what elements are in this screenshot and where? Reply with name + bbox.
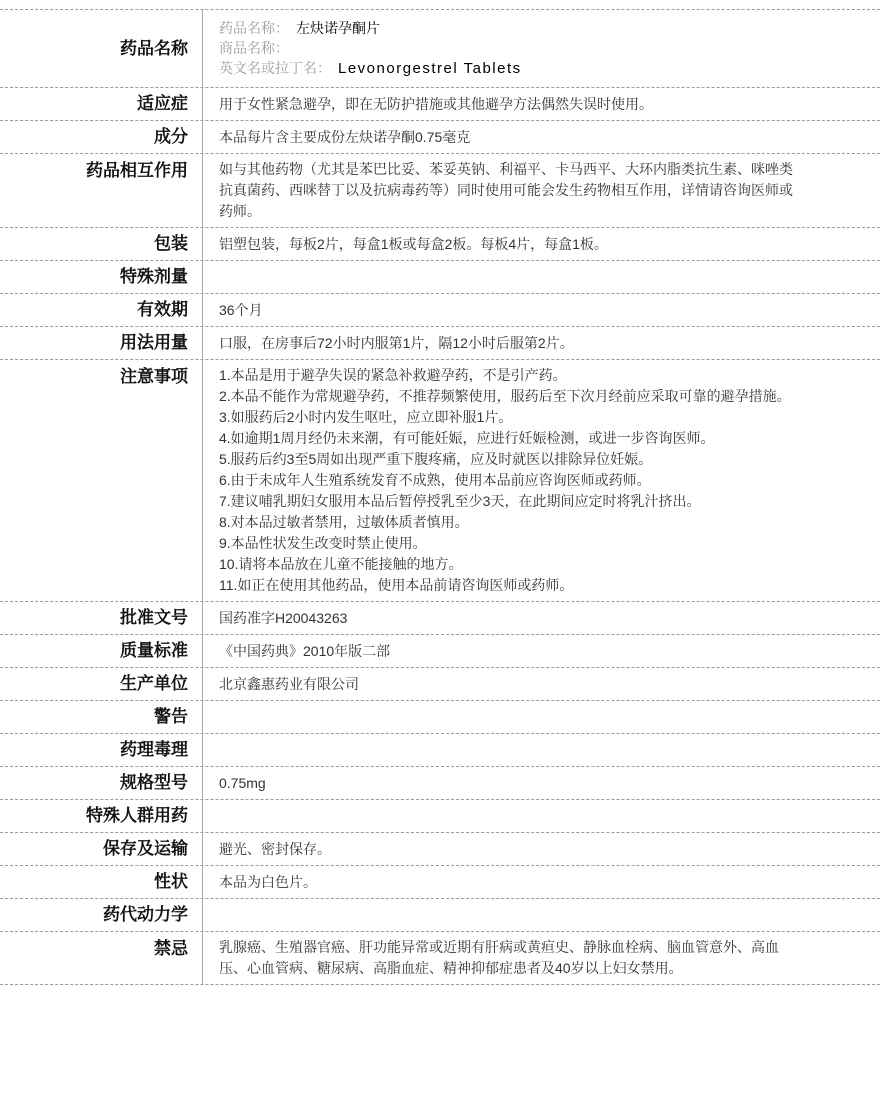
content-text: 国药准字H20043263 xyxy=(219,609,348,626)
content-text: 本品每片含主要成份左炔诺孕酮0.75毫克 xyxy=(219,128,471,145)
field-line xyxy=(219,38,805,58)
table-row xyxy=(0,121,880,154)
row-label: 特殊剂量 xyxy=(120,267,188,286)
row-content xyxy=(203,121,880,153)
row-content xyxy=(203,734,880,766)
field-line xyxy=(219,58,805,79)
table-row xyxy=(0,327,880,360)
row-label: 用法用量 xyxy=(120,333,188,352)
row-label: 批准文号 xyxy=(120,608,188,627)
content-text: 乳腺癌、生殖器官癌、肝功能异常或近期有肝病或黄疸史、静脉血栓病、脑血管意外、高血压、心血管病、糖尿病、高脂血症、精神抑郁症患者及40岁以上妇女禁用。 xyxy=(219,939,779,976)
precaution-item: 4.如逾期1周月经仍未来潮，有可能妊娠，应进行妊娠检测，或进一步咨询医师。 xyxy=(219,430,715,446)
row-content xyxy=(203,360,880,601)
row-content xyxy=(203,668,880,700)
table-row xyxy=(0,734,880,767)
precaution-item: 1.本品是用于避孕失误的紧急补救避孕药，不是引产药。 xyxy=(219,367,567,383)
row-content xyxy=(203,602,880,634)
table-row xyxy=(0,833,880,866)
row-label: 规格型号 xyxy=(120,773,188,792)
table-row xyxy=(0,899,880,932)
content-text: 口服，在房事后72小时内服第1片，隔12小时后服第2片。 xyxy=(219,334,574,351)
row-content xyxy=(203,833,880,865)
table-row xyxy=(0,635,880,668)
table-row xyxy=(0,932,880,985)
row-content xyxy=(203,154,880,227)
precaution-item: 5.服药后约3至5周如出现严重下腹疼痛，应及时就医以排除异位妊娠。 xyxy=(219,451,653,467)
row-content xyxy=(203,932,880,984)
table-row xyxy=(0,10,880,88)
content-text: 本品为白色片。 xyxy=(219,873,317,890)
row-content xyxy=(203,635,880,667)
row-label: 包装 xyxy=(154,234,188,253)
field-sub-label: 英文名或拉丁名： xyxy=(219,60,331,76)
row-content xyxy=(203,228,880,260)
row-label: 药理毒理 xyxy=(120,740,188,759)
content-text: 铝塑包装，每板2片，每盒1板或每盒2板。每板4片，每盒1板。 xyxy=(219,235,608,252)
row-label: 注意事项 xyxy=(120,367,188,386)
field-sub-label: 药品名称： xyxy=(219,20,289,36)
table-row xyxy=(0,866,880,899)
row-label: 禁忌 xyxy=(154,939,188,958)
row-content xyxy=(203,261,880,293)
content-text: 0.75mg xyxy=(219,774,266,791)
precaution-item: 9.本品性状发生改变时禁止使用。 xyxy=(219,535,427,551)
row-label: 质量标准 xyxy=(120,641,188,660)
table-row xyxy=(0,88,880,121)
precaution-item: 7.建议哺乳期妇女服用本品后暂停授乳至少3天，在此期间应定时将乳汁挤出。 xyxy=(219,493,701,509)
row-label: 药品相互作用 xyxy=(86,161,188,180)
table-row xyxy=(0,360,880,602)
precaution-item: 11.如正在使用其他药品，使用本品前请咨询医师或药师。 xyxy=(219,577,574,593)
row-content xyxy=(203,10,880,87)
field-value: 左炔诺孕酮片 xyxy=(296,20,380,36)
row-label: 适应症 xyxy=(137,94,188,113)
content-text: 北京鑫惠药业有限公司 xyxy=(219,675,359,692)
precaution-item: 2.本品不能作为常规避孕药，不推荐频繁使用，服药后至下次月经前应采取可靠的避孕措施。 xyxy=(219,388,791,404)
table-row xyxy=(0,800,880,833)
row-label: 特殊人群用药 xyxy=(86,806,188,825)
table-row xyxy=(0,261,880,294)
precaution-item: 8.对本品过敏者禁用，过敏体质者慎用。 xyxy=(219,514,469,530)
row-label: 性状 xyxy=(154,872,188,891)
content-text: 用于女性紧急避孕，即在无防护措施或其他避孕方法偶然失误时使用。 xyxy=(219,95,653,112)
row-label: 保存及运输 xyxy=(103,839,188,858)
field-value: Levonorgestrel Tablets xyxy=(338,60,522,77)
row-content xyxy=(203,866,880,898)
precaution-item: 10.请将本品放在儿童不能接触的地方。 xyxy=(219,556,463,572)
row-content xyxy=(203,767,880,799)
table-row xyxy=(0,767,880,800)
table-row xyxy=(0,228,880,261)
table-row xyxy=(0,602,880,635)
row-label: 警告 xyxy=(154,707,188,726)
row-content xyxy=(203,899,880,931)
table-row xyxy=(0,701,880,734)
precaution-item: 6.由于未成年人生殖系统发育不成熟，使用本品前应咨询医师或药师。 xyxy=(219,472,651,488)
table-row xyxy=(0,668,880,701)
row-label: 成分 xyxy=(154,127,188,146)
row-content xyxy=(203,701,880,733)
row-label: 生产单位 xyxy=(120,674,188,693)
field-line xyxy=(219,18,805,38)
content-text: 36个月 xyxy=(219,301,263,318)
row-label: 药品名称 xyxy=(120,38,188,58)
table-row xyxy=(0,154,880,228)
content-text: 如与其他药物（尤其是苯巴比妥、苯妥英钠、利福平、卡马西平、大环内脂类抗生素、咪唑类抗真菌药、西咪替丁以及抗病毒药等）同时使用可能会发生药物相互作用，详情请咨询医师或药师。 xyxy=(219,161,793,219)
precaution-item: 3.如服药后2小时内发生呕吐，应立即补服1片。 xyxy=(219,409,513,425)
content-text: 《中国药典》2010年版二部 xyxy=(219,642,391,659)
content-text: 避光、密封保存。 xyxy=(219,840,331,857)
row-content xyxy=(203,88,880,120)
table-row xyxy=(0,294,880,327)
row-label: 药代动力学 xyxy=(103,905,188,924)
drug-info-table xyxy=(0,9,880,985)
field-sub-label: 商品名称： xyxy=(219,40,289,56)
row-content xyxy=(203,800,880,832)
row-content xyxy=(203,294,880,326)
row-content xyxy=(203,327,880,359)
row-label: 有效期 xyxy=(137,300,188,319)
